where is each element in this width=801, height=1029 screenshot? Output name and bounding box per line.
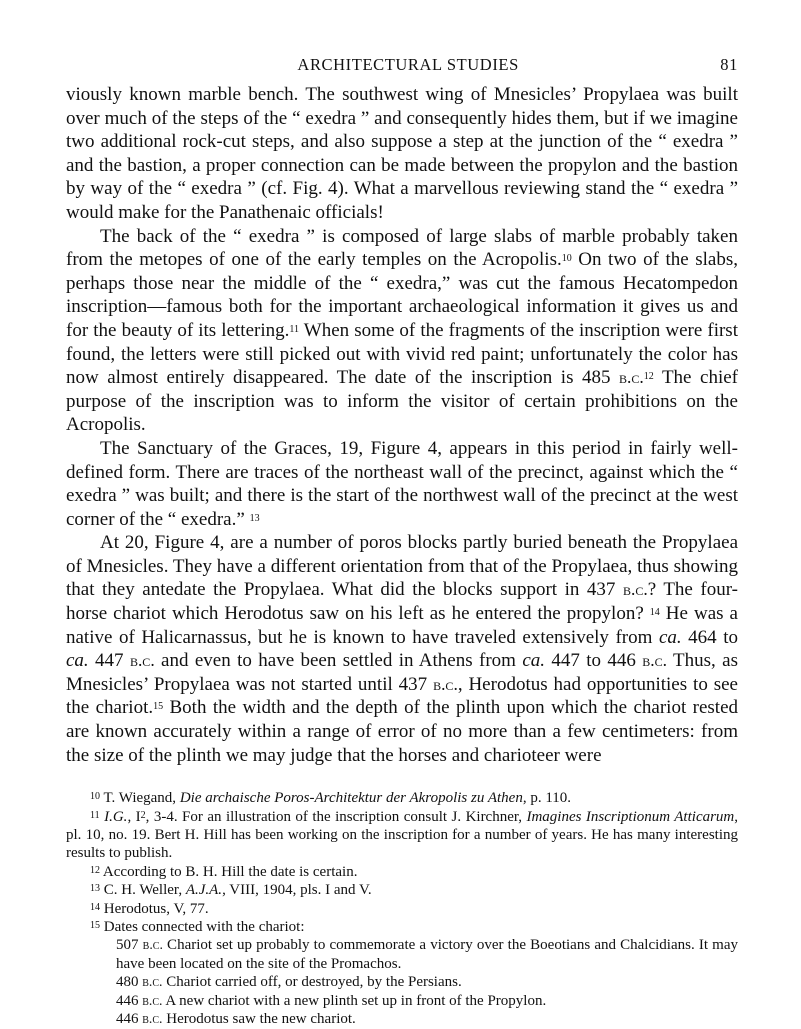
footnotes: [66, 789, 738, 1028]
paragraph: viously known marble bench. The southwest wing of Mnesicles’ Propylaea was built over much of the steps of the “ exedra ” and consequently hides them, but if we imagine two additional rock-cut steps, and also suppose a step at the junction of the “ exedra ” and the bastion, a proper connection can be made between the propylon and the bastion by way of the “ exedra ” (cf. Fig. 4). What a marvellous reviewing stand the “ exedra ” would make for the Panathenaic officials!: [66, 84, 738, 223]
chronology-entry: 480 b.c. Chariot carried off, or destroyed, by the Persians.: [116, 974, 462, 991]
paragraph: The back of the “ exedra ” is composed of large slabs of marble probably taken from the metopes of one of the early temples on the Acropolis.$^{10}$ On two of the slabs, perhaps those near the middle of the “ exedra,” was cut the famous Hecatompedon inscription—famous both for the important archaeological information it gives us and for the beauty of its lettering.$^{11}$ When some of the fragments of the inscription were first found, the letters were still picked out with vivid red paint; unfortunately the color has now almost entirely disappeared. The date of the inscription is 485 b.c.$^{12}$ The chief purpose of the inscription was to inform the visitor of certain prohibitions on the Acropolis.: [66, 225, 738, 436]
paragraph: The Sanctuary of the Graces, 19, Figure 4, appears in this period in fairly well-defined form. There are traces of the northeast wall of the precinct, against which the “ exedra ” was built; and there is the start of the northwest wall of the precinct at the west corner of the “ exedra.” $^{13}$: [66, 437, 738, 530]
chronology-entry: 446 b.c. A new chariot with a new plinth set up in front of the Propylon.: [116, 992, 547, 1009]
paragraph: At 20, Figure 4, are a number of poros blocks partly buried beneath the Propylaea of Mnesicles. They have a different orientation from that of the Propylaea, thus showing that they antedate the Propylaea. What did the blocks support in 437 b.c.? The four-horse chariot which Herodotus saw on his left as he entered the propylon? $^{14}$ He was a native of Halicarnassus, but he is known to have traveled extensively from ca. 464 to ca. 447 b.c. and even to have been settled in Athens from ca. 447 to 446 b.c. Thus, as Mnesicles’ Propylaea was not started until 437 b.c., Herodotus had opportunities to see the chariot.$^{15}$ Both the width and the depth of the plinth upon which the chariot rested are known accurately within a range of error of no more than a few centimeters: from the size of the plinth we may judge that the horses and charioteer were: [66, 532, 739, 766]
document-page: [66, 55, 738, 1029]
chronology-entry: 446 b.c. Herodotus saw the new chariot.: [116, 1011, 356, 1028]
footnote: $^{14}$ Herodotus, V, 77.: [90, 900, 209, 917]
footnote: $^{13}$ C. H. Weller, A.J.A., VIII, 1904, pls. I and V.: [90, 882, 372, 899]
footnote: $^{12}$ According to B. H. Hill the date is certain.: [90, 863, 358, 880]
footnote: $^{11}$ I.G., $I^2$, 3-4. For an illustration of the inscription consult J. Kirchner, Imagines Inscriptionum Atticarum, pl. 10, no. 19. Bert H. Hill has been working on the inscription for a number of years. He has many interesting results to publish.: [66, 808, 739, 862]
body-text: [66, 83, 738, 767]
running-header: [66, 55, 738, 83]
footnote: $^{10}$ T. Wiegand, Die archaische Poros-Architektur der Akropolis zu Athen, p. 110.: [90, 790, 572, 807]
footnote: $^{15}$ Dates connected with the chariot:: [90, 919, 305, 936]
page-number: 81: [720, 55, 738, 74]
chronology-entry: 507 b.c. Chariot set up probably to commemorate a victory over the Boeotians and Chalcidians. It may have been located on the site of the Promachos.: [116, 937, 738, 972]
running-title: ARCHITECTURAL STUDIES: [297, 55, 519, 74]
